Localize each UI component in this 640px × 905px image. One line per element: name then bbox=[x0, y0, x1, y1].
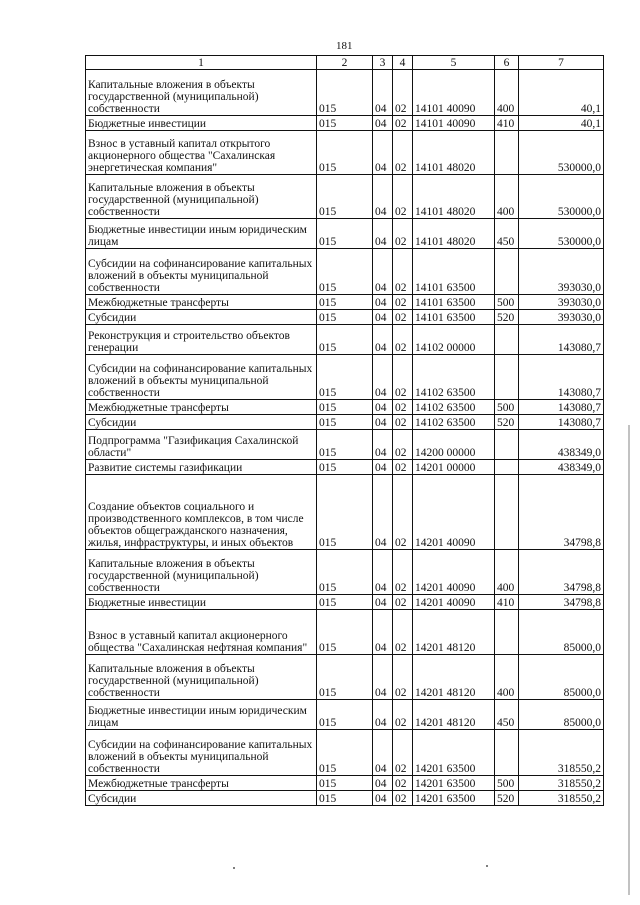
table-row bbox=[86, 131, 604, 175]
cell-amount: 318550,2 bbox=[519, 776, 604, 791]
cell-amount: 34798,8 bbox=[519, 475, 604, 550]
cell-name: Капитальные вложения в объекты государственной (муниципальной) собственности bbox=[86, 655, 317, 700]
cell-ministry-code: 015 bbox=[317, 355, 373, 400]
cell-amount: 438349,0 bbox=[519, 460, 604, 475]
table-row bbox=[86, 595, 604, 610]
cell-name: Межбюджетные трансферты bbox=[86, 776, 317, 791]
cell-target-article: 14201 63500 bbox=[413, 791, 495, 806]
cell-subsection: 02 bbox=[393, 295, 413, 310]
cell-section: 04 bbox=[373, 460, 393, 475]
cell-expense-type: 500 bbox=[495, 295, 519, 310]
cell-amount: 530000,0 bbox=[519, 175, 604, 219]
cell-amount: 393030,0 bbox=[519, 310, 604, 325]
cell-section: 04 bbox=[373, 355, 393, 400]
cell-expense-type: 410 bbox=[495, 116, 519, 131]
cell-section: 04 bbox=[373, 430, 393, 460]
cell-name: Субсидии bbox=[86, 310, 317, 325]
cell-subsection: 02 bbox=[393, 610, 413, 655]
cell-target-article: 14201 48120 bbox=[413, 655, 495, 700]
column-header-6: 6 bbox=[495, 56, 519, 70]
cell-subsection: 02 bbox=[393, 70, 413, 116]
table-row bbox=[86, 430, 604, 460]
cell-name: Субсидии bbox=[86, 415, 317, 430]
cell-target-article: 14101 48020 bbox=[413, 175, 495, 219]
cell-target-article: 14102 63500 bbox=[413, 415, 495, 430]
column-header-2: 2 bbox=[317, 56, 373, 70]
cell-amount: 85000,0 bbox=[519, 700, 604, 730]
cell-subsection: 02 bbox=[393, 730, 413, 776]
cell-name: Взнос в уставный капитал акционерного общества "Сахалинская нефтяная компания" bbox=[86, 610, 317, 655]
table-row bbox=[86, 116, 604, 131]
cell-amount: 318550,2 bbox=[519, 730, 604, 776]
table-row bbox=[86, 325, 604, 355]
cell-section: 04 bbox=[373, 655, 393, 700]
cell-target-article: 14101 40090 bbox=[413, 70, 495, 116]
cell-name: Субсидии на софинансирование капитальных вложений в объекты муниципальной собственности bbox=[86, 730, 317, 776]
cell-expense-type: 520 bbox=[495, 415, 519, 430]
cell-amount: 438349,0 bbox=[519, 430, 604, 460]
header-row bbox=[86, 56, 604, 70]
cell-section: 04 bbox=[373, 700, 393, 730]
cell-name: Капитальные вложения в объекты государственной (муниципальной) собственности bbox=[86, 70, 317, 116]
cell-expense-type: 520 bbox=[495, 791, 519, 806]
cell-name: Взнос в уставный капитал открытого акционерного общества "Сахалинская энергетическая компания" bbox=[86, 131, 317, 175]
table-row bbox=[86, 776, 604, 791]
cell-subsection: 02 bbox=[393, 355, 413, 400]
cell-ministry-code: 015 bbox=[317, 430, 373, 460]
cell-section: 04 bbox=[373, 610, 393, 655]
cell-expense-type bbox=[495, 325, 519, 355]
cell-section: 04 bbox=[373, 730, 393, 776]
cell-expense-type bbox=[495, 430, 519, 460]
table-row bbox=[86, 70, 604, 116]
cell-ministry-code: 015 bbox=[317, 475, 373, 550]
cell-section: 04 bbox=[373, 595, 393, 610]
budget-table bbox=[85, 55, 604, 806]
cell-subsection: 02 bbox=[393, 219, 413, 249]
cell-name: Бюджетные инвестиции bbox=[86, 116, 317, 131]
cell-amount: 34798,8 bbox=[519, 595, 604, 610]
table-row bbox=[86, 295, 604, 310]
table-row bbox=[86, 219, 604, 249]
cell-subsection: 02 bbox=[393, 776, 413, 791]
cell-name: Бюджетные инвестиции иным юридическим лицам bbox=[86, 700, 317, 730]
table-row bbox=[86, 249, 604, 295]
table-body bbox=[86, 70, 604, 806]
cell-name: Межбюджетные трансферты bbox=[86, 400, 317, 415]
cell-name: Развитие системы газификации bbox=[86, 460, 317, 475]
cell-section: 04 bbox=[373, 116, 393, 131]
cell-section: 04 bbox=[373, 249, 393, 295]
cell-amount: 530000,0 bbox=[519, 131, 604, 175]
cell-amount: 143080,7 bbox=[519, 325, 604, 355]
cell-ministry-code: 015 bbox=[317, 400, 373, 415]
cell-expense-type: 400 bbox=[495, 70, 519, 116]
cell-target-article: 14200 00000 bbox=[413, 430, 495, 460]
cell-subsection: 02 bbox=[393, 400, 413, 415]
cell-subsection: 02 bbox=[393, 791, 413, 806]
table-row bbox=[86, 475, 604, 550]
cell-target-article: 14201 48120 bbox=[413, 610, 495, 655]
cell-ministry-code: 015 bbox=[317, 116, 373, 131]
cell-section: 04 bbox=[373, 776, 393, 791]
cell-subsection: 02 bbox=[393, 430, 413, 460]
cell-ministry-code: 015 bbox=[317, 595, 373, 610]
cell-section: 04 bbox=[373, 70, 393, 116]
cell-target-article: 14201 00000 bbox=[413, 460, 495, 475]
table-row bbox=[86, 175, 604, 219]
cell-subsection: 02 bbox=[393, 595, 413, 610]
cell-amount: 34798,8 bbox=[519, 550, 604, 595]
table-row bbox=[86, 400, 604, 415]
cell-amount: 143080,7 bbox=[519, 400, 604, 415]
cell-target-article: 14101 40090 bbox=[413, 116, 495, 131]
cell-target-article: 14201 48120 bbox=[413, 700, 495, 730]
cell-target-article: 14101 48020 bbox=[413, 131, 495, 175]
cell-subsection: 02 bbox=[393, 550, 413, 595]
column-header-1: 1 bbox=[86, 56, 317, 70]
cell-name: Бюджетные инвестиции иным юридическим лицам bbox=[86, 219, 317, 249]
cell-ministry-code: 015 bbox=[317, 131, 373, 175]
cell-section: 04 bbox=[373, 550, 393, 595]
cell-name: Реконструкция и строительство объектов генерации bbox=[86, 325, 317, 355]
cell-ministry-code: 015 bbox=[317, 295, 373, 310]
scan-speck bbox=[486, 865, 488, 867]
cell-ministry-code: 015 bbox=[317, 776, 373, 791]
cell-name: Бюджетные инвестиции bbox=[86, 595, 317, 610]
cell-expense-type: 500 bbox=[495, 400, 519, 415]
cell-amount: 318550,2 bbox=[519, 791, 604, 806]
cell-ministry-code: 015 bbox=[317, 310, 373, 325]
cell-amount: 143080,7 bbox=[519, 355, 604, 400]
cell-section: 04 bbox=[373, 400, 393, 415]
table-row bbox=[86, 355, 604, 400]
cell-name: Субсидии на софинансирование капитальных вложений в объекты муниципальной собственности bbox=[86, 249, 317, 295]
cell-subsection: 02 bbox=[393, 415, 413, 430]
table-row bbox=[86, 310, 604, 325]
cell-expense-type: 520 bbox=[495, 310, 519, 325]
column-header-7: 7 bbox=[519, 56, 604, 70]
cell-expense-type: 450 bbox=[495, 219, 519, 249]
cell-name: Субсидии bbox=[86, 791, 317, 806]
cell-subsection: 02 bbox=[393, 310, 413, 325]
cell-target-article: 14201 40090 bbox=[413, 475, 495, 550]
cell-subsection: 02 bbox=[393, 460, 413, 475]
cell-target-article: 14101 63500 bbox=[413, 249, 495, 295]
cell-subsection: 02 bbox=[393, 249, 413, 295]
cell-expense-type: 410 bbox=[495, 595, 519, 610]
cell-name: Капитальные вложения в объекты государственной (муниципальной) собственности bbox=[86, 175, 317, 219]
cell-amount: 393030,0 bbox=[519, 295, 604, 310]
cell-target-article: 14201 63500 bbox=[413, 730, 495, 776]
cell-ministry-code: 015 bbox=[317, 655, 373, 700]
cell-ministry-code: 015 bbox=[317, 70, 373, 116]
cell-expense-type: 500 bbox=[495, 776, 519, 791]
column-header-4: 4 bbox=[393, 56, 413, 70]
cell-expense-type bbox=[495, 730, 519, 776]
column-header-3: 3 bbox=[373, 56, 393, 70]
cell-name: Межбюджетные трансферты bbox=[86, 295, 317, 310]
cell-subsection: 02 bbox=[393, 116, 413, 131]
cell-expense-type: 400 bbox=[495, 655, 519, 700]
table-row bbox=[86, 791, 604, 806]
cell-name: Создание объектов социального и производственного комплексов, в том числе объектов общегражданского назначения, жилья, инфраструктуры, и иных объектов bbox=[86, 475, 317, 550]
scan-speck bbox=[233, 867, 235, 869]
table-row bbox=[86, 610, 604, 655]
cell-expense-type bbox=[495, 475, 519, 550]
cell-section: 04 bbox=[373, 415, 393, 430]
cell-ministry-code: 015 bbox=[317, 791, 373, 806]
cell-name: Капитальные вложения в объекты государственной (муниципальной) собственности bbox=[86, 550, 317, 595]
cell-amount: 530000,0 bbox=[519, 219, 604, 249]
cell-expense-type bbox=[495, 460, 519, 475]
cell-target-article: 14101 48020 bbox=[413, 219, 495, 249]
cell-subsection: 02 bbox=[393, 655, 413, 700]
cell-target-article: 14101 63500 bbox=[413, 295, 495, 310]
table-row bbox=[86, 655, 604, 700]
table-row bbox=[86, 730, 604, 776]
cell-ministry-code: 015 bbox=[317, 325, 373, 355]
cell-target-article: 14201 40090 bbox=[413, 595, 495, 610]
cell-expense-type: 450 bbox=[495, 700, 519, 730]
column-header-5: 5 bbox=[413, 56, 495, 70]
cell-name: Субсидии на софинансирование капитальных вложений в объекты муниципальной собственности bbox=[86, 355, 317, 400]
cell-target-article: 14102 63500 bbox=[413, 400, 495, 415]
cell-target-article: 14201 40090 bbox=[413, 550, 495, 595]
cell-expense-type bbox=[495, 610, 519, 655]
cell-ministry-code: 015 bbox=[317, 550, 373, 595]
table-row bbox=[86, 700, 604, 730]
cell-amount: 85000,0 bbox=[519, 610, 604, 655]
cell-section: 04 bbox=[373, 131, 393, 175]
cell-target-article: 14201 63500 bbox=[413, 776, 495, 791]
cell-section: 04 bbox=[373, 325, 393, 355]
cell-ministry-code: 015 bbox=[317, 249, 373, 295]
cell-ministry-code: 015 bbox=[317, 460, 373, 475]
cell-target-article: 14101 63500 bbox=[413, 310, 495, 325]
table-row bbox=[86, 550, 604, 595]
cell-ministry-code: 015 bbox=[317, 219, 373, 249]
cell-section: 04 bbox=[373, 475, 393, 550]
cell-section: 04 bbox=[373, 175, 393, 219]
cell-amount: 143080,7 bbox=[519, 415, 604, 430]
cell-expense-type: 400 bbox=[495, 175, 519, 219]
cell-amount: 393030,0 bbox=[519, 249, 604, 295]
cell-ministry-code: 015 bbox=[317, 730, 373, 776]
cell-section: 04 bbox=[373, 219, 393, 249]
cell-subsection: 02 bbox=[393, 475, 413, 550]
cell-section: 04 bbox=[373, 310, 393, 325]
cell-amount: 40,1 bbox=[519, 70, 604, 116]
cell-expense-type bbox=[495, 355, 519, 400]
cell-expense-type: 400 bbox=[495, 550, 519, 595]
cell-expense-type bbox=[495, 249, 519, 295]
table-row bbox=[86, 460, 604, 475]
cell-ministry-code: 015 bbox=[317, 415, 373, 430]
cell-section: 04 bbox=[373, 295, 393, 310]
cell-amount: 40,1 bbox=[519, 116, 604, 131]
scan-edge-mark bbox=[628, 425, 630, 895]
cell-target-article: 14102 63500 bbox=[413, 355, 495, 400]
cell-name: Подпрограмма "Газификация Сахалинской области" bbox=[86, 430, 317, 460]
cell-subsection: 02 bbox=[393, 175, 413, 219]
cell-ministry-code: 015 bbox=[317, 700, 373, 730]
cell-target-article: 14102 00000 bbox=[413, 325, 495, 355]
cell-amount: 85000,0 bbox=[519, 655, 604, 700]
cell-ministry-code: 015 bbox=[317, 175, 373, 219]
cell-ministry-code: 015 bbox=[317, 610, 373, 655]
cell-subsection: 02 bbox=[393, 325, 413, 355]
table-row bbox=[86, 415, 604, 430]
page-number: 181 bbox=[336, 40, 353, 52]
cell-subsection: 02 bbox=[393, 700, 413, 730]
cell-expense-type bbox=[495, 131, 519, 175]
cell-section: 04 bbox=[373, 791, 393, 806]
cell-subsection: 02 bbox=[393, 131, 413, 175]
